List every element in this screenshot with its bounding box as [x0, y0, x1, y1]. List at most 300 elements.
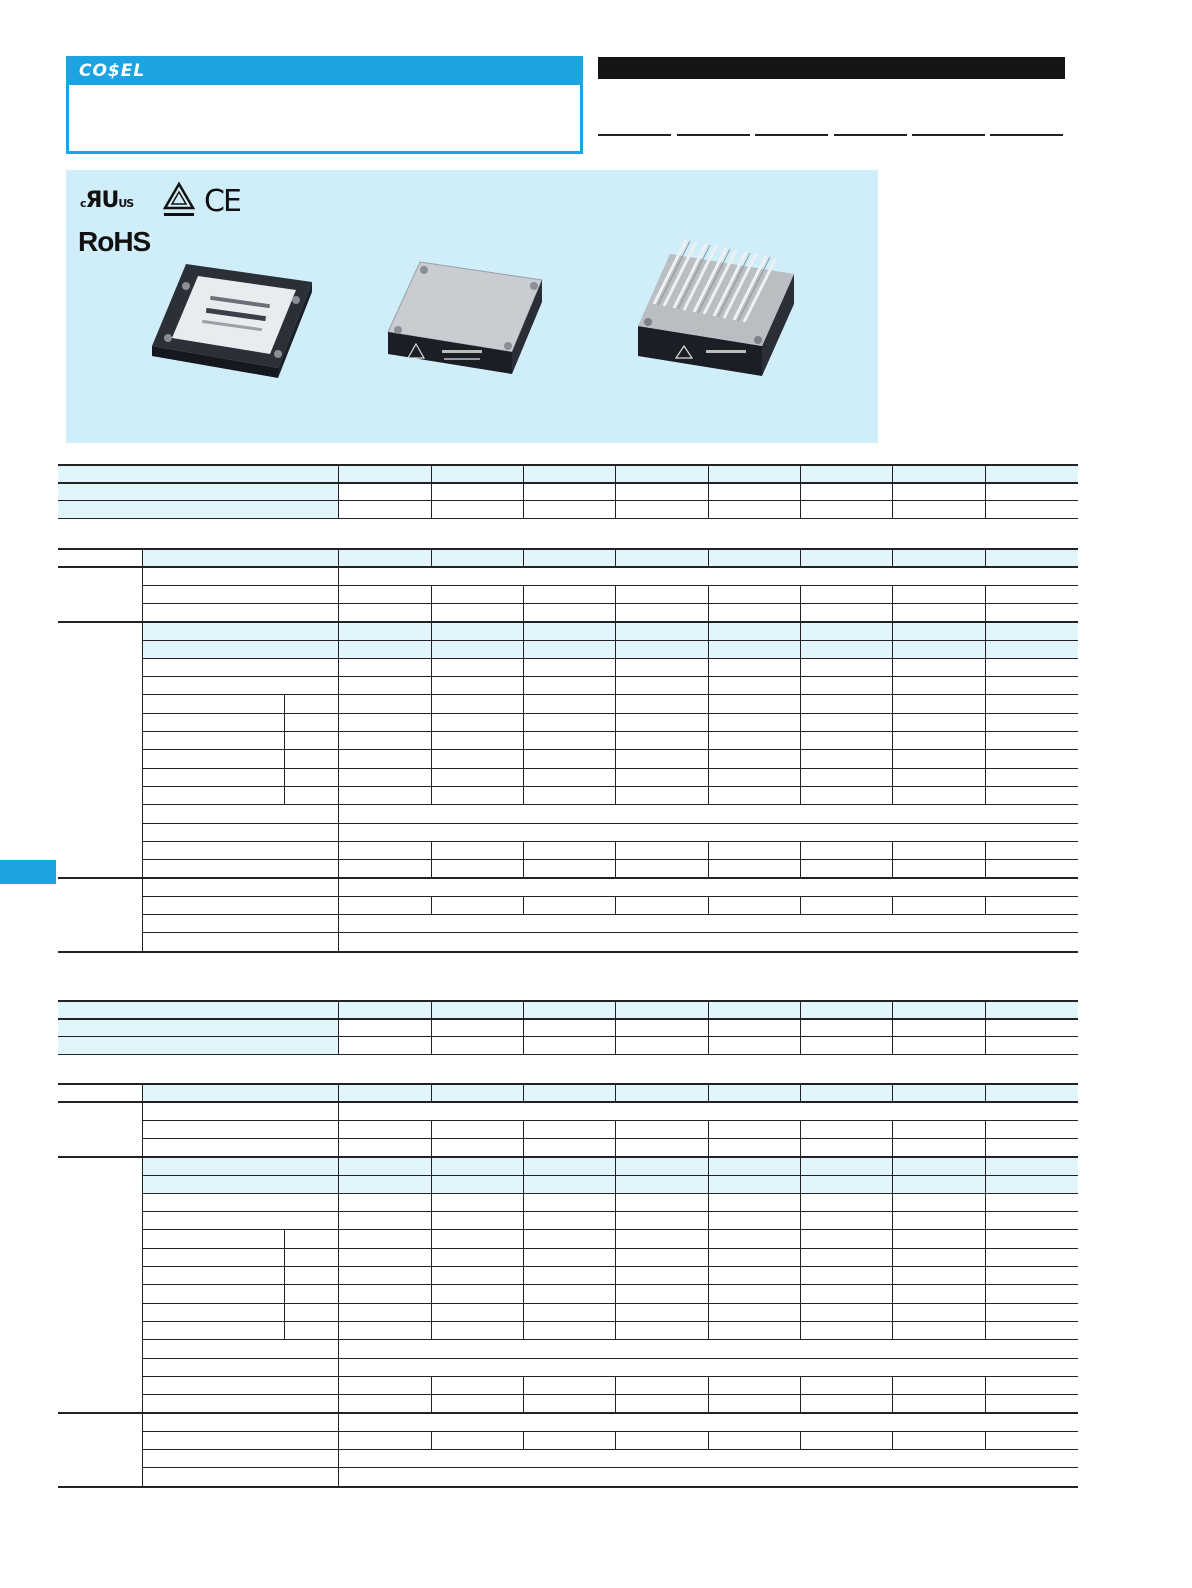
- spec-table-column-rule: [523, 694, 524, 713]
- spec-table-column-rule: [523, 731, 524, 749]
- spec-table-column-rule: [800, 1138, 801, 1156]
- spec-table-column-rule: [431, 1156, 432, 1175]
- spec-table-column-rule: [800, 1284, 801, 1303]
- spec-table-column-rule: [985, 841, 986, 859]
- spec-table-column-rule: [892, 731, 893, 749]
- spec-table-column-rule: [892, 841, 893, 859]
- spec-table-column-rule: [800, 841, 801, 859]
- spec-table-column-rule: [708, 859, 709, 877]
- spec-table-column-rule: [338, 1303, 339, 1321]
- spec-table-column-rule: [708, 1321, 709, 1339]
- model-table-column-rule: [708, 1000, 709, 1054]
- spec-table-column-rule: [431, 713, 432, 731]
- model-table-rule: [58, 1054, 1078, 1055]
- spec-table-column-rule: [431, 1376, 432, 1394]
- brand-strip: [69, 59, 580, 85]
- spec-table-column-rule: [800, 896, 801, 914]
- spec-table-column-rule: [431, 1303, 432, 1321]
- spec-table-column-rule: [985, 713, 986, 731]
- model-table-rule: [58, 1000, 1078, 1002]
- spec-table-column-rule: [985, 585, 986, 603]
- spec-table-column-rule: [338, 603, 339, 621]
- cosel-logo: CO$EL: [79, 61, 146, 81]
- model-table-column-rule: [523, 464, 524, 518]
- model-table-column-rule: [523, 1000, 524, 1054]
- spec-table-column-rule: [523, 676, 524, 694]
- spec-table-column-rule: [523, 1229, 524, 1248]
- spec-table-column-rule: [615, 676, 616, 694]
- spec-table-column-rule: [708, 585, 709, 603]
- spec-table-column-rule: [985, 640, 986, 658]
- spec-table-column-rule: [431, 1248, 432, 1266]
- spec-table-column-rule: [615, 841, 616, 859]
- spec-table-column-rule: [431, 1431, 432, 1449]
- spec-table-column-rule: [892, 1303, 893, 1321]
- spec-table-column-rule: [338, 1229, 339, 1248]
- spec-table-column-rule: [708, 841, 709, 859]
- spec-table-column-rule: [615, 1303, 616, 1321]
- spec-table-subrow-rule: [284, 1248, 338, 1249]
- spec-table-column-rule: [338, 658, 339, 676]
- spec-table-row-rule: [142, 658, 1078, 659]
- spec-table-column-rule: [800, 859, 801, 877]
- model-table-column-rule: [615, 464, 616, 518]
- spec-table-column-rule: [338, 768, 339, 786]
- spec-table-column-rule: [338, 749, 339, 768]
- spec-table-column-rule: [338, 1321, 339, 1339]
- spec-table-column-rule: [800, 1376, 801, 1394]
- spec-table-row-rule: [142, 676, 1078, 677]
- spec-table-row-rule: [142, 804, 1078, 805]
- spec-table-column-rule: [615, 1083, 616, 1101]
- spec-table-row-rule: [142, 1321, 1078, 1322]
- spec-table-column-rule: [892, 585, 893, 603]
- spec-table-column-rule: [985, 1376, 986, 1394]
- index-line-1: [598, 134, 671, 136]
- spec-table-row-rule: [142, 1193, 1078, 1194]
- spec-table-column-rule: [615, 1431, 616, 1449]
- spec-table-row-rule: [142, 1266, 1078, 1267]
- spec-table-column-rule: [431, 1175, 432, 1193]
- spec-table-column-rule: [892, 1156, 893, 1175]
- spec-table-column-rule: [892, 621, 893, 640]
- spec-table-column-rule: [708, 768, 709, 786]
- spec-table-column-rule: [523, 658, 524, 676]
- spec-table-column-rule: [338, 1138, 339, 1156]
- spec-table-column-rule: [338, 566, 339, 585]
- spec-table-column-rule: [985, 1083, 986, 1101]
- spec-table-column-rule: [708, 731, 709, 749]
- spec-table-column-rule: [431, 585, 432, 603]
- spec-table-column-rule: [338, 676, 339, 694]
- spec-table-column-rule: [615, 603, 616, 621]
- spec-table-column-rule: [800, 1303, 801, 1321]
- spec-table-column-rule: [892, 658, 893, 676]
- spec-table-column-rule: [431, 1211, 432, 1229]
- spec-table-column-rule: [708, 1248, 709, 1266]
- spec-table-row-rule: [142, 1284, 1078, 1285]
- spec-table-column-rule: [892, 1431, 893, 1449]
- spec-table-row-rule: [142, 768, 1078, 769]
- spec-table-column-rule: [800, 694, 801, 713]
- model-table-rule: [58, 500, 1078, 501]
- spec-table-row-rule: [58, 621, 1078, 623]
- model-table-header: [58, 464, 1078, 482]
- spec-table-column-rule: [523, 1321, 524, 1339]
- spec-table-column-rule: [523, 548, 524, 566]
- spec-table-column-rule: [523, 749, 524, 768]
- spec-table-column-rule: [708, 548, 709, 566]
- spec-table-column-rule: [708, 1303, 709, 1321]
- model-table-column-rule: [892, 464, 893, 518]
- spec-table-column-rule: [431, 768, 432, 786]
- spec-table-column-rule: [615, 786, 616, 804]
- spec-table-column-rule: [338, 1339, 339, 1358]
- model-table-header: [58, 1000, 1078, 1018]
- spec-table-column-rule: [615, 1229, 616, 1248]
- spec-table-column-rule: [615, 640, 616, 658]
- spec-table-column-rule: [431, 859, 432, 877]
- spec-table-row-rule: [142, 859, 1078, 860]
- spec-table-column-rule: [523, 1266, 524, 1284]
- spec-table-column-rule: [338, 823, 339, 841]
- spec-table-column-rule: [708, 1376, 709, 1394]
- spec-table-column-rule: [708, 1394, 709, 1412]
- spec-table-column-rule: [431, 621, 432, 640]
- spec-table-column-rule: [523, 1193, 524, 1211]
- spec-table-column-rule: [615, 1211, 616, 1229]
- spec-table-column-rule: [338, 877, 339, 896]
- spec-table-column-rule: [800, 1229, 801, 1248]
- spec-table-column-rule: [892, 1193, 893, 1211]
- model-table-rule: [58, 464, 1078, 466]
- spec-table-row-rule: [142, 914, 1078, 915]
- spec-table-column-rule: [431, 640, 432, 658]
- spec-table-row-rule: [142, 1303, 1078, 1304]
- spec-table-column-rule: [800, 621, 801, 640]
- index-line-5: [912, 134, 985, 136]
- spec-table-row-rule: [142, 1211, 1078, 1212]
- spec-table-column-rule: [523, 841, 524, 859]
- spec-table-column-rule: [523, 1083, 524, 1101]
- spec-table-column-rule: [615, 1321, 616, 1339]
- spec-table-column-rule: [615, 1120, 616, 1138]
- spec-table-column-rule: [431, 1284, 432, 1303]
- spec-table-column-rule: [338, 1248, 339, 1266]
- spec-table-column-rule: [800, 585, 801, 603]
- spec-table-column-rule: [708, 1083, 709, 1101]
- spec-table-column-rule: [523, 1175, 524, 1193]
- spec-table-row-rule: [142, 603, 1078, 604]
- spec-table-column-rule: [985, 1284, 986, 1303]
- spec-table-column-rule: [338, 1394, 339, 1412]
- spec-table-row-rule: [142, 585, 1078, 586]
- spec-table-column-rule: [615, 548, 616, 566]
- spec-table-column-rule: [431, 548, 432, 566]
- spec-table-column-rule: [892, 1321, 893, 1339]
- spec-table-column-rule: [892, 859, 893, 877]
- model-table-column-rule: [985, 1000, 986, 1054]
- spec-table-column-rule: [800, 658, 801, 676]
- spec-table-column-rule: [338, 621, 339, 640]
- spec-table-column-rule: [338, 1083, 339, 1101]
- spec-table-row-rule: [142, 749, 1078, 750]
- spec-table-column-rule: [615, 859, 616, 877]
- spec-table-column-rule: [985, 1120, 986, 1138]
- spec-table-row-rule: [142, 932, 1078, 933]
- spec-table-column-rule: [523, 621, 524, 640]
- spec-table-row-rule: [142, 1339, 1078, 1340]
- spec-table-column-rule: [431, 1120, 432, 1138]
- spec-table-column-rule: [985, 603, 986, 621]
- spec-table-column-rule: [800, 1431, 801, 1449]
- spec-table-column-rule: [615, 896, 616, 914]
- model-table-column-rule: [338, 464, 339, 518]
- spec-table-column-rule: [431, 676, 432, 694]
- model-table-rule: [58, 1018, 1078, 1020]
- model-table-rule: [58, 518, 1078, 519]
- spec-table-top-rule: [58, 548, 1078, 550]
- spec-table-column-rule: [892, 603, 893, 621]
- spec-table-column-rule: [985, 859, 986, 877]
- spec-table-column-rule: [523, 896, 524, 914]
- spec-table-column-rule: [431, 1266, 432, 1284]
- model-table-column-rule: [892, 1000, 893, 1054]
- spec-table-bottom-rule: [58, 1486, 1078, 1488]
- model-table-column-rule: [338, 1000, 339, 1054]
- spec-table-column-rule: [523, 1138, 524, 1156]
- spec-table-row-rule: [58, 1412, 1078, 1414]
- model-table-column-rule: [985, 464, 986, 518]
- spec-table-column-rule: [708, 896, 709, 914]
- spec-table-row-rule: [142, 1449, 1078, 1450]
- spec-table-column-rule: [800, 749, 801, 768]
- spec-table-row-rule: [142, 731, 1078, 732]
- spec-table-column-rule: [892, 676, 893, 694]
- spec-table-column-rule: [615, 658, 616, 676]
- spec-table-column-rule: [338, 731, 339, 749]
- model-table-column-rule: [800, 1000, 801, 1054]
- spec-table-column-rule: [892, 1120, 893, 1138]
- spec-table-column-rule: [431, 786, 432, 804]
- spec-table-column-rule: [800, 1394, 801, 1412]
- spec-table-column-rule: [338, 1101, 339, 1120]
- spec-table-column-rule: [800, 786, 801, 804]
- spec-table-column-rule: [800, 640, 801, 658]
- spec-table-column-rule: [985, 749, 986, 768]
- spec-table-column-rule: [523, 1248, 524, 1266]
- spec-table-column-rule: [338, 585, 339, 603]
- spec-table-column-rule: [800, 1175, 801, 1193]
- spec-table-row-rule: [58, 1101, 1078, 1103]
- spec-table-column-rule: [708, 621, 709, 640]
- spec-table-row-rule: [142, 1248, 1078, 1249]
- brand-header-box: [66, 56, 583, 154]
- spec-table-column-rule: [615, 694, 616, 713]
- spec-table-column-rule: [615, 731, 616, 749]
- model-table-column-rule: [431, 464, 432, 518]
- index-line-6: [990, 134, 1063, 136]
- title-bar: [598, 57, 1065, 79]
- heatsink-module-icon: [634, 234, 804, 384]
- rohs-icon: RoHS: [78, 226, 151, 257]
- spec-table-column-rule: [523, 640, 524, 658]
- spec-table-column-rule: [338, 640, 339, 658]
- spec-table-column-rule: [338, 1266, 339, 1284]
- spec-table-column-rule: [708, 1229, 709, 1248]
- spec-table-column-rule: [892, 1266, 893, 1284]
- spec-table-column-rule: [708, 1284, 709, 1303]
- spec-table-column-rule: [892, 548, 893, 566]
- spec-table-column-rule: [338, 786, 339, 804]
- spec-table-column-rule: [892, 1284, 893, 1303]
- spec-table-column-rule: [985, 1175, 986, 1193]
- spec-table-column-rule: [985, 658, 986, 676]
- spec-table-column-rule: [708, 1175, 709, 1193]
- spec-table-row-rule: [142, 1376, 1078, 1377]
- model-table-rule: [58, 482, 1078, 484]
- spec-table-column-rule: [708, 1431, 709, 1449]
- spec-table-column-rule: [800, 1321, 801, 1339]
- spec-table-subrow-rule: [284, 786, 338, 787]
- spec-table-row-rule: [142, 1138, 1078, 1139]
- spec-table-column-rule: [985, 694, 986, 713]
- spec-table-column-rule: [338, 1431, 339, 1449]
- spec-table-column-rule: [708, 1138, 709, 1156]
- spec-table-section-rule: [142, 1083, 143, 1486]
- spec-table-column-rule: [708, 749, 709, 768]
- spec-table-column-rule: [985, 1156, 986, 1175]
- spec-table-column-rule: [708, 1266, 709, 1284]
- spec-table-column-rule: [431, 1394, 432, 1412]
- spec-table-column-rule: [708, 1211, 709, 1229]
- spec-table-column-rule: [523, 859, 524, 877]
- spec-table-column-rule: [985, 1229, 986, 1248]
- model-table-rule: [58, 1036, 1078, 1037]
- spec-table-column-rule: [523, 1284, 524, 1303]
- spec-table-row-rule: [142, 1175, 1078, 1176]
- spec-table-column-rule: [338, 896, 339, 914]
- spec-table-column-rule: [431, 1193, 432, 1211]
- spec-table-row-rule: [58, 566, 1078, 568]
- spec-table-column-rule: [708, 713, 709, 731]
- spec-table-column-rule: [431, 1229, 432, 1248]
- spec-table-row-rule: [58, 877, 1078, 879]
- spec-table-column-rule: [800, 731, 801, 749]
- section-index-tab: [0, 860, 56, 884]
- spec-table-row-rule: [142, 823, 1078, 824]
- baseplate-module-icon: [382, 258, 548, 380]
- spec-table-column-rule: [523, 768, 524, 786]
- spec-table-column-rule: [985, 1394, 986, 1412]
- spec-table-subrow-rule: [284, 1321, 338, 1322]
- spec-table-column-rule: [892, 1229, 893, 1248]
- spec-table-column-rule: [338, 1156, 339, 1175]
- ul-certification-icon: cЯUUS: [80, 188, 134, 213]
- spec-table-column-rule: [615, 1138, 616, 1156]
- spec-table-column-rule: [985, 1303, 986, 1321]
- spec-table-column-rule: [431, 1083, 432, 1101]
- spec-table-bottom-rule: [58, 951, 1078, 953]
- spec-table-column-rule: [338, 1376, 339, 1394]
- spec-table-row-rule: [142, 1229, 1078, 1230]
- spec-table-column-rule: [800, 1083, 801, 1101]
- spec-table-column-rule: [338, 932, 339, 951]
- spec-table-column-rule: [523, 786, 524, 804]
- tuv-certification-icon: [162, 180, 196, 220]
- spec-table-column-rule: [523, 1394, 524, 1412]
- spec-table-column-rule: [431, 1138, 432, 1156]
- model-table-column-rule: [708, 464, 709, 518]
- spec-table-column-rule: [338, 713, 339, 731]
- spec-table-row-rule: [142, 1120, 1078, 1121]
- index-line-4: [834, 134, 907, 136]
- spec-table-column-rule: [708, 1193, 709, 1211]
- spec-table-column-rule: [892, 1083, 893, 1101]
- spec-table-column-rule: [800, 1120, 801, 1138]
- spec-table-column-rule: [523, 713, 524, 731]
- spec-table-column-rule: [985, 1138, 986, 1156]
- spec-table-subrow-rule: [284, 1284, 338, 1285]
- spec-table-column-rule: [892, 713, 893, 731]
- spec-table-column-rule: [892, 1376, 893, 1394]
- spec-table-column-rule: [985, 548, 986, 566]
- spec-table-subrow-rule: [284, 749, 338, 750]
- spec-table-column-rule: [431, 1321, 432, 1339]
- spec-table-row-rule: [142, 694, 1078, 695]
- spec-table-column-rule: [338, 1175, 339, 1193]
- spec-table-column-rule: [615, 749, 616, 768]
- spec-table-column-rule: [800, 603, 801, 621]
- spec-table-row-rule: [142, 786, 1078, 787]
- spec-table-column-rule: [523, 1211, 524, 1229]
- spec-table-column-rule: [338, 1193, 339, 1211]
- spec-table-column-rule: [431, 694, 432, 713]
- spec-table-column-rule: [892, 768, 893, 786]
- spec-table-column-rule: [708, 603, 709, 621]
- spec-table-column-rule: [615, 1193, 616, 1211]
- spec-table-column-rule: [615, 1394, 616, 1412]
- spec-table-column-rule: [338, 1412, 339, 1431]
- model-table-column-rule: [615, 1000, 616, 1054]
- spec-table-column-rule: [615, 713, 616, 731]
- spec-table-column-rule: [985, 1248, 986, 1266]
- index-line-3: [755, 134, 828, 136]
- spec-table-column-rule: [985, 1431, 986, 1449]
- spec-table-column-rule: [892, 896, 893, 914]
- spec-table-column-rule: [523, 1431, 524, 1449]
- spec-table-column-rule: [431, 896, 432, 914]
- spec-table-column-rule: [892, 1394, 893, 1412]
- spec-table-column-rule: [985, 1211, 986, 1229]
- spec-table-column-rule: [985, 1266, 986, 1284]
- spec-table-column-rule: [615, 585, 616, 603]
- spec-table-column-rule: [892, 1211, 893, 1229]
- spec-table-top-rule: [58, 1083, 1078, 1085]
- spec-table-column-rule: [800, 1193, 801, 1211]
- spec-table-column-rule: [800, 768, 801, 786]
- spec-table-column-rule: [985, 768, 986, 786]
- spec-table-column-rule: [523, 603, 524, 621]
- spec-table-row-rule: [58, 1156, 1078, 1158]
- spec-table-column-rule: [708, 658, 709, 676]
- spec-table-row-rule: [142, 640, 1078, 641]
- spec-table-column-rule: [338, 804, 339, 823]
- spec-table-column-rule: [800, 676, 801, 694]
- spec-table-header: [142, 548, 1078, 566]
- spec-table-column-rule: [338, 1358, 339, 1376]
- spec-table-column-rule: [338, 914, 339, 932]
